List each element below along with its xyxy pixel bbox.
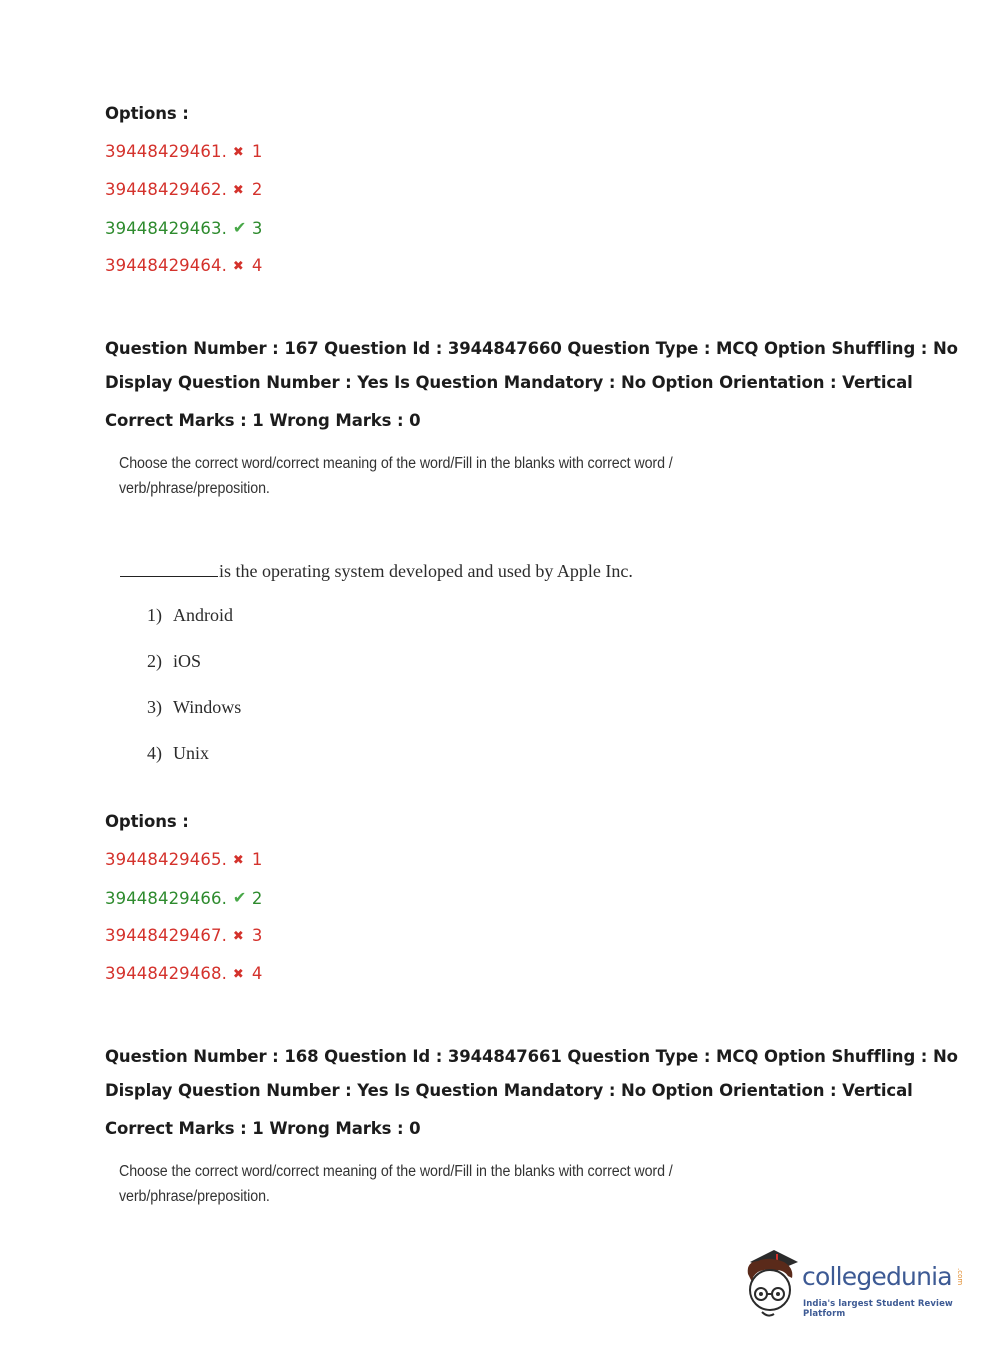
option-value: 3 [251, 926, 263, 945]
option-value: 1 [251, 850, 263, 869]
option-id: 39448429461. [105, 142, 227, 161]
instruction-line: verb/phrase/preposition. [119, 1188, 270, 1205]
option-row-correct [105, 218, 263, 238]
option-value: 2 [251, 180, 263, 199]
option-row [105, 256, 263, 275]
cross-icon: ✖ [232, 145, 244, 160]
option-id: 39448429465. [105, 850, 227, 869]
collegedunia-logo [740, 1248, 970, 1323]
option-value: 4 [251, 964, 263, 983]
option-id: 39448429462. [105, 180, 227, 199]
choice-number: 3) [147, 697, 162, 717]
option-id: 39448429463. [105, 219, 227, 238]
choice-text: Android [173, 605, 233, 625]
choice-item [147, 605, 233, 626]
question-instruction [119, 1159, 673, 1209]
option-row [105, 850, 263, 869]
options-label: Options : [105, 104, 189, 123]
question-sentence [120, 560, 633, 582]
option-row [105, 142, 263, 161]
cross-icon: ✖ [232, 259, 244, 274]
instruction-line: verb/phrase/preposition. [119, 480, 270, 497]
option-value: 2 [251, 889, 263, 908]
choice-number: 4) [147, 743, 162, 763]
choice-number: 2) [147, 651, 162, 671]
option-value: 3 [251, 219, 263, 238]
question-header-line2: Display Question Number : Yes Is Question Mandatory : No Option Orientation : Vertical [105, 373, 913, 392]
question-header-line1: Question Number : 167 Question Id : 3944847660 Question Type : MCQ Option Shuffling : No [105, 339, 958, 358]
option-row-correct [105, 888, 263, 908]
question-marks: Correct Marks : 1 Wrong Marks : 0 [105, 411, 421, 430]
instruction-line: Choose the correct word/correct meaning of the word/Fill in the blanks with correct word / [119, 455, 673, 472]
check-icon: ✔ [232, 218, 247, 237]
option-row [105, 180, 263, 199]
question-marks: Correct Marks : 1 Wrong Marks : 0 [105, 1119, 421, 1138]
option-value: 4 [251, 256, 263, 275]
choice-text: Windows [173, 697, 242, 717]
choice-text: Unix [173, 743, 209, 763]
fill-blank [120, 560, 218, 577]
mascot-icon [740, 1248, 802, 1323]
choice-text: iOS [173, 651, 202, 671]
question-instruction [119, 451, 673, 501]
option-id: 39448429468. [105, 964, 227, 983]
question-header-line1: Question Number : 168 Question Id : 3944847661 Question Type : MCQ Option Shuffling : No [105, 1047, 958, 1066]
option-value: 1 [251, 142, 263, 161]
check-icon: ✔ [232, 888, 247, 907]
choice-item [147, 743, 209, 764]
cross-icon: ✖ [232, 853, 244, 868]
options-label: Options : [105, 812, 189, 831]
option-row [105, 964, 263, 983]
cross-icon: ✖ [232, 967, 244, 982]
cross-icon: ✖ [232, 183, 244, 198]
cross-icon: ✖ [232, 929, 244, 944]
choice-item [147, 697, 241, 718]
logo-suffix: .com [956, 1268, 964, 1286]
option-id: 39448429466. [105, 889, 227, 908]
question-header-line2: Display Question Number : Yes Is Question Mandatory : No Option Orientation : Vertical [105, 1081, 913, 1100]
option-row [105, 926, 263, 945]
option-id: 39448429464. [105, 256, 227, 275]
logo-wordmark: collegedunia [802, 1262, 952, 1291]
logo-tagline: India's largest Student Review Platform [803, 1299, 953, 1319]
instruction-line: Choose the correct word/correct meaning of the word/Fill in the blanks with correct word / [119, 1163, 673, 1180]
choice-number: 1) [147, 605, 162, 625]
choice-item [147, 651, 201, 672]
sentence-text: is the operating system developed and used by Apple Inc. [219, 561, 633, 581]
option-id: 39448429467. [105, 926, 227, 945]
